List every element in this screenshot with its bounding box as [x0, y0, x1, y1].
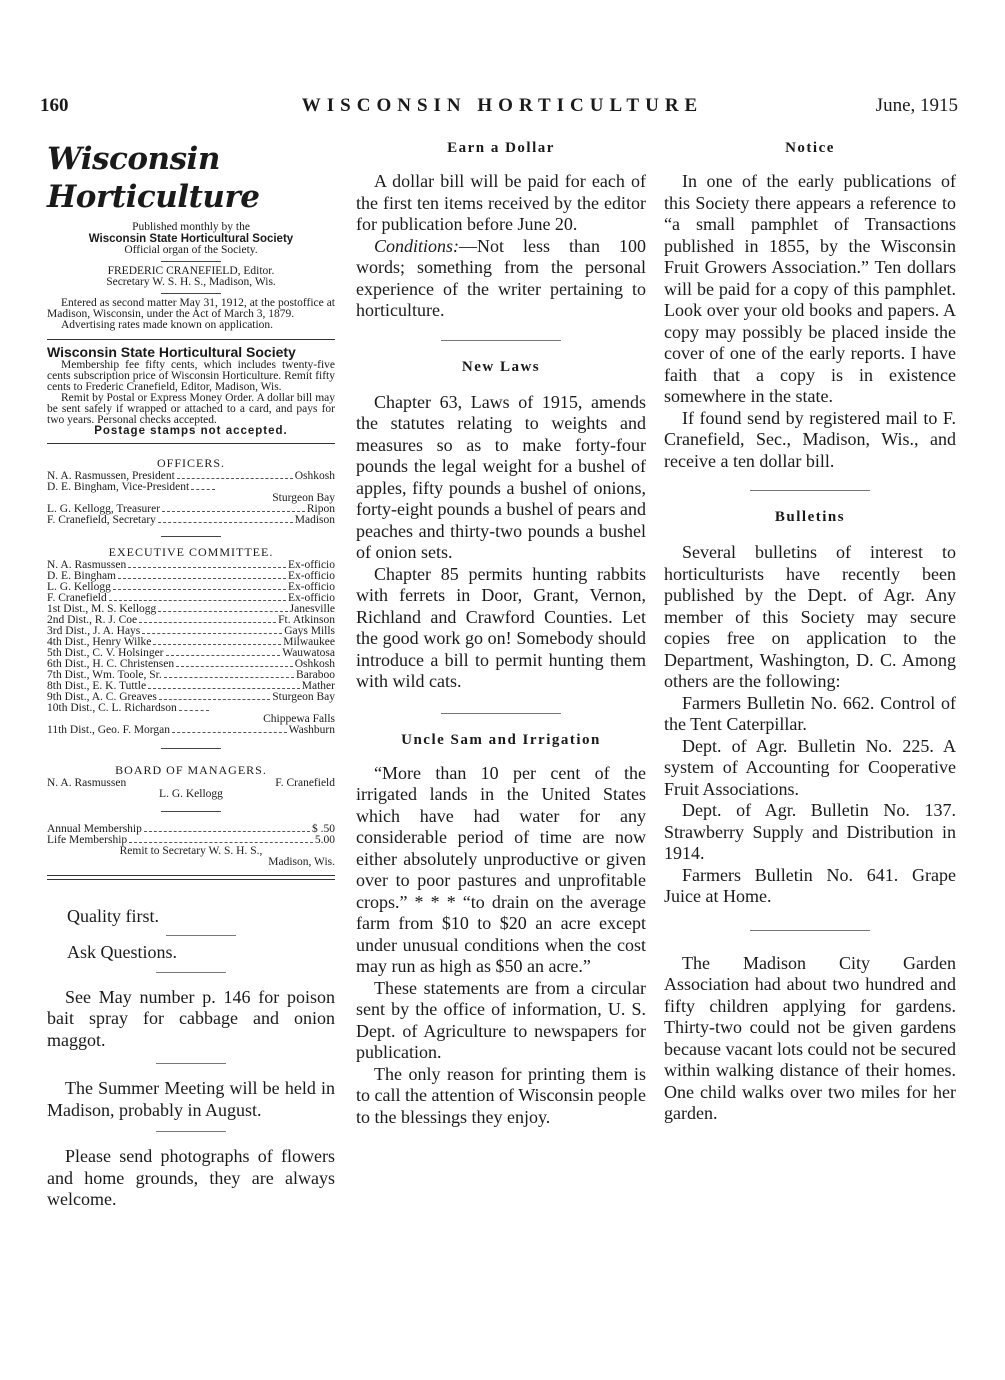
- earn-dollar-title: Earn a Dollar: [447, 140, 555, 156]
- officer-row: D. E. Bingham, Vice-President: [47, 482, 335, 493]
- bulletins-text: Several bulletins of interest to horticulturists have recently been published by the Dept. of Agr. Any member of this Society may secure copies free on application to the Department, Washington, D. C. Among others are the following:: [664, 542, 956, 691]
- note-may-number: See May number p. 146 for poison bait spray for cabbage and onion maggot.: [47, 986, 335, 1050]
- executive-row: 5th Dist., C. V. Holsinger Wauwatosa: [47, 647, 335, 659]
- bulletin-item: Dept. of Agr. Bulletin No. 225. A system of Accounting for Cooperative Fruit Associations.: [664, 735, 956, 799]
- right-column: [664, 140, 956, 1125]
- masthead-secretary: Secretary W. S. H. S., Madison, Wis.: [106, 276, 276, 288]
- bulletins-title: Bulletins: [774, 509, 846, 525]
- divider: [161, 293, 221, 294]
- executive-row: D. E. Bingham Ex-officio: [47, 570, 335, 582]
- irrigation-title: Uncle Sam and Irrigation: [401, 731, 601, 748]
- officer-row: Sturgeon Bay: [272, 492, 335, 504]
- officer-row: L. G. Kellogg, Treasurer Ripon: [47, 503, 335, 515]
- journal-title: WISCONSIN HORTICULTURE: [301, 95, 704, 116]
- membership-text: Membership fee fifty cents, which includes twenty-five cents subscription price of Wisconsin Horticulture. Remit fifty cents to Frederic Cranefield, Editor, Madison, Wis.: [47, 358, 335, 393]
- page-number: 160: [40, 95, 69, 116]
- executive-row: 1st Dist., M. S. Kellogg Janesville: [47, 603, 335, 615]
- new-laws-text: Chapter 63, Laws of 1915, amends the statutes relating to weights and measures so as to make forty-four pounds the legal weight for a bushel of apples, fifty pounds a bushel of onions, forty-eight pounds a bushel of pears and peaches and thirty-two pounds a bushel of onion sets.: [356, 391, 646, 562]
- irrigation-text: The only reason for printing them is to call the attention of Wisconsin people to the blessings they enjoy.: [356, 1063, 646, 1127]
- masthead-line: Official organ of the Society.: [124, 244, 258, 256]
- bulletin-item: Farmers Bulletin No. 641. Grape Juice at Home.: [664, 864, 956, 906]
- garden-text: The Madison City Garden Association had about two hundred and fifty children applying for gardens. Thirty-two could not be given gardens because vacant lots could not be secured within walking distance of their homes. One child walks over two miles for her garden.: [664, 952, 956, 1123]
- notice-text: If found send by registered mail to F. Cranefield, Sec., Madison, Wis., and receive a ten dollar bill.: [664, 407, 956, 471]
- note-quality: Quality first.: [67, 905, 159, 926]
- advertising-note: Advertising rates made known on application.: [61, 318, 274, 331]
- masthead-title: Wisconsin Horticulture: [47, 141, 260, 215]
- divider: [161, 536, 221, 537]
- remit-text: Remit by Postal or Express Money Order. A dollar bill may be sent safely if wrapped or attached to a card, and pays for two years. Personal checks accepted.: [47, 391, 335, 426]
- fee-row: Life Membership 5.00: [47, 833, 335, 846]
- executive-row: 11th Dist., Geo. F. Morgan Washburn: [47, 724, 335, 736]
- new-laws-title: New Laws: [461, 358, 541, 375]
- executive-list: [47, 560, 335, 736]
- note-photographs: Please send photographs of flowers and home grounds, they are always welcome.: [47, 1146, 335, 1209]
- executive-row: L. G. Kellogg Ex-officio: [47, 581, 335, 593]
- masthead-society: Wisconsin State Horticultural Society: [88, 232, 294, 245]
- executive-row: 9th Dist., A. C. Greaves Sturgeon Bay: [47, 691, 335, 703]
- fee-row: Annual Membership $ .50: [47, 822, 335, 835]
- entry-notice: Entered as second matter May 31, 1912, at the postoffice at Madison, Wisconsin, under the Act of March 3, 1879.: [47, 296, 335, 320]
- notice-text: In one of the early publications of this Society there appears a reference to “a small pamphlet of Transactions published in 1855, by the Wisconsin Fruit Growers Association.” Ten dollars will be paid for a copy of this pamphlet. Look over your old books and papers. A copy may possibly be placed inside the cover of one of the early reports. I have faith that a copy is in existence somewhere in the state.: [664, 171, 956, 406]
- executive-title: EXECUTIVE COMMITTEE.: [108, 545, 274, 559]
- earn-dollar-text: A dollar bill will be paid for each of the first ten items received by the editor for publication before June 20.: [356, 171, 646, 234]
- board-member: L. G. Kellogg: [159, 788, 223, 800]
- executive-row: N. A. Rasmussen Ex-officio: [47, 559, 335, 571]
- officer-row: N. A. Rasmussen, President Oshkosh: [47, 470, 335, 482]
- executive-row: 3rd Dist., J. A. Hays Gays Mills: [47, 625, 335, 637]
- divider: [161, 261, 221, 262]
- board-member: F. Cranefield: [275, 777, 335, 789]
- officers-list: [47, 471, 335, 526]
- earn-dollar-conditions: Conditions:—Not less than 100 words; something from the personal experience of the writer pertaining to horticulture.: [356, 235, 646, 320]
- executive-row: F. Cranefield Ex-officio: [47, 592, 335, 604]
- stamps-notice: Postage stamps not accepted.: [94, 424, 288, 437]
- note-questions: Ask Questions.: [67, 942, 178, 962]
- fees-remit: Remit to Secretary W. S. H. S.,: [119, 844, 263, 857]
- fees-city: Madison, Wis.: [268, 856, 335, 868]
- middle-column: [356, 140, 646, 1128]
- executive-row: 4th Dist., Henry Wilke Milwaukee: [47, 636, 335, 648]
- executive-row: 10th Dist., C. L. Richardson: [47, 703, 335, 714]
- divider: [161, 811, 221, 812]
- notice-title: Notice: [785, 140, 835, 156]
- executive-row: 7th Dist., Wm. Toole, Sr. Baraboo: [47, 669, 335, 681]
- divider: [161, 748, 221, 749]
- bulletin-item: Dept. of Agr. Bulletin No. 137. Strawberry Supply and Distribution in 1914.: [664, 800, 956, 863]
- note-summer-meeting: The Summer Meeting will be held in Madison, probably in August.: [47, 1078, 335, 1120]
- board-member: N. A. Rasmussen: [47, 777, 127, 789]
- board-title: BOARD OF MANAGERS.: [115, 763, 267, 777]
- masthead-editor: FREDERIC CRANEFIELD, Editor.: [107, 264, 275, 277]
- bulletin-item: Farmers Bulletin No. 662. Control of the Tent Caterpillar.: [664, 692, 956, 734]
- executive-row: Chippewa Falls: [263, 713, 335, 725]
- officers-title: OFFICERS.: [156, 456, 226, 470]
- executive-row: 6th Dist., H. C. Christensen Oshkosh: [47, 658, 335, 670]
- masthead-column: [47, 140, 335, 1211]
- irrigation-quote: “More than 10 per cent of the irrigated lands in the United States which have had water for any considerable period of time are now either absolutely unproductive or given over to poor pastures and unprofitable crops.” * * * “to drain on the average farm from $10 to $20 an acre except under unusual conditions when the cost may run as high as $50 an acre.”: [356, 762, 646, 976]
- masthead-line: Published monthly by the: [132, 221, 250, 233]
- officer-row: F. Cranefield, Secretary Madison: [47, 514, 335, 526]
- issue-date: June, 1915: [875, 95, 958, 116]
- executive-row: 2nd Dist., R. J. Coe Ft. Atkinson: [47, 614, 335, 626]
- irrigation-text: These statements are from a circular sent by the office of information, U. S. Dept. of Agriculture to newspapers for publication.: [356, 977, 646, 1062]
- new-laws-text: Chapter 85 permits hunting rabbits with ferrets in Door, Grant, Vernon, Richland and Crawford Counties. Let the good work go on! Somebody should introduce a bill to permit hunting them with wild cats.: [356, 563, 646, 691]
- executive-row: 8th Dist., E. K. Tuttle Mather: [47, 680, 335, 692]
- society-title: Wisconsin State Horticultural Society: [47, 343, 296, 360]
